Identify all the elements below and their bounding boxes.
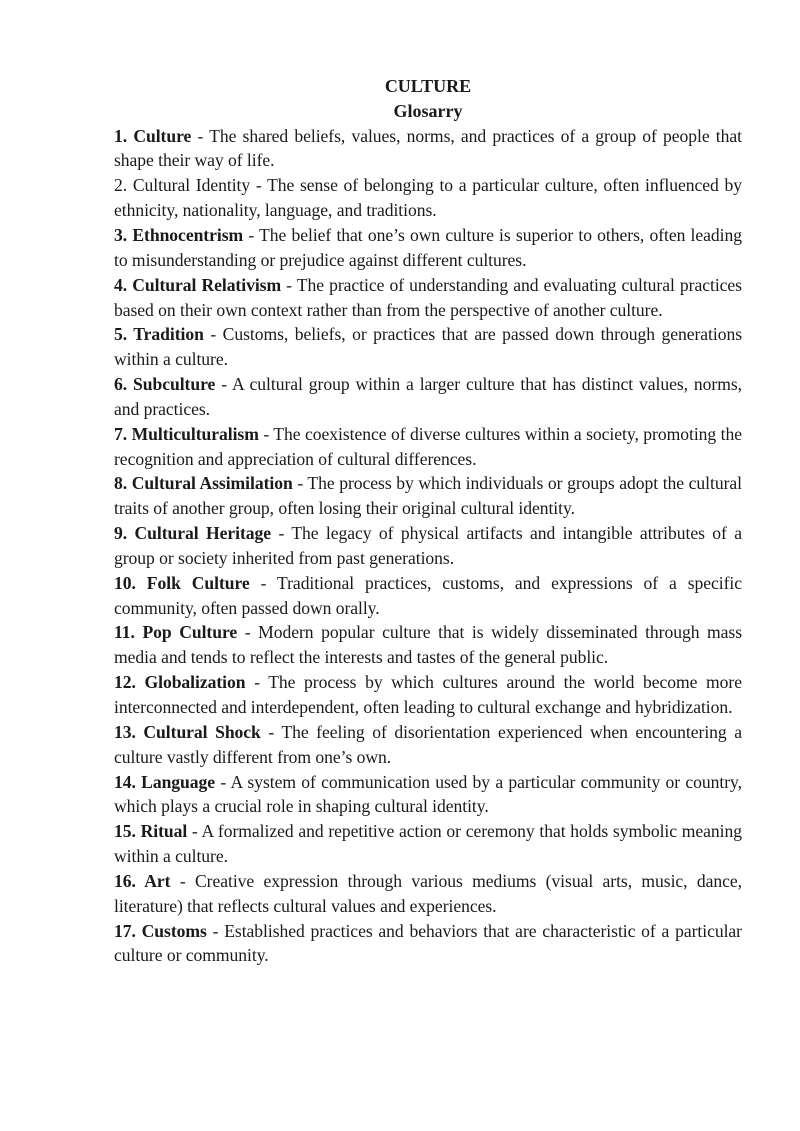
glossary-entry bbox=[114, 322, 742, 372]
glossary-entry bbox=[114, 422, 742, 472]
term-name: Pop Culture bbox=[142, 622, 238, 643]
term-definition: - A system of communication used by a particular community or country, which plays a crucial role in shaping cultural identity. bbox=[114, 771, 742, 817]
glossary-term bbox=[114, 821, 187, 841]
glossary-entry bbox=[114, 670, 742, 720]
term-definition: - The process by which individuals or groups adopt the cultural traits of another group, often losing their original cultural identity. bbox=[114, 473, 742, 519]
glossary-entry bbox=[114, 571, 742, 621]
entry-number: 17. bbox=[114, 920, 136, 941]
entry-number: 5. bbox=[114, 324, 128, 345]
glossary-term bbox=[114, 772, 215, 792]
glossary-term bbox=[114, 672, 245, 692]
term-definition: - The practice of understanding and evaluating cultural practices based on their own context rather than from the perspective of another culture. bbox=[114, 274, 742, 320]
term-name: Globalization bbox=[144, 672, 246, 693]
term-definition: - Established practices and behaviors that are characteristic of a particular culture or community. bbox=[114, 920, 742, 966]
entry-number: 16. bbox=[114, 870, 136, 891]
glossary-term bbox=[114, 573, 250, 593]
entry-number: 8. bbox=[114, 473, 128, 494]
document-title: CULTURE bbox=[384, 76, 472, 96]
term-definition: - A formalized and repetitive action or ceremony that holds symbolic meaning within a culture. bbox=[114, 821, 742, 867]
term-name: Art bbox=[144, 870, 171, 891]
document-subtitle: Glosarry bbox=[393, 100, 463, 121]
entry-number: 6. bbox=[114, 374, 128, 395]
entry-number: 1. bbox=[114, 125, 128, 146]
glossary-entry bbox=[114, 720, 742, 770]
glossary-term bbox=[114, 871, 170, 891]
term-definition: - The shared beliefs, values, norms, and practices of a group of people that shape their way of life. bbox=[114, 125, 742, 171]
entry-number: 15. bbox=[114, 821, 136, 842]
term-definition: - Modern popular culture that is widely disseminated through mass media and tends to reflect the interests and tastes of the general public. bbox=[114, 622, 743, 668]
term-definition: - A cultural group within a larger culture that has distinct values, norms, and practices. bbox=[114, 374, 742, 419]
term-definition: - The process by which cultures around the world become more interconnected and interdependent, often leading to cultural exchange and hybridization. bbox=[114, 672, 742, 717]
glossary-term bbox=[114, 921, 207, 941]
term-name: Ritual bbox=[140, 821, 188, 842]
entry-number: 13. bbox=[114, 721, 136, 742]
term-name: Cultural Relativism bbox=[132, 274, 282, 295]
glossary-entry bbox=[114, 372, 742, 422]
term-definition: - The coexistence of diverse cultures within a society, promoting the recognition and appreciation of cultural differences. bbox=[114, 423, 742, 469]
term-definition: - Customs, beliefs, or practices that are passed down through generations within a culture. bbox=[114, 324, 742, 370]
term-name: Multiculturalism bbox=[131, 423, 259, 444]
entry-number: 11. bbox=[114, 622, 135, 643]
glossary-entry bbox=[114, 770, 742, 820]
entry-number: 7. bbox=[114, 423, 128, 444]
glossary-list bbox=[114, 124, 742, 969]
term-name: Cultural Assimilation bbox=[131, 473, 293, 494]
term-definition: - The belief that one’s own culture is superior to others, often leading to misunderstanding or prejudice against different cultures. bbox=[114, 224, 742, 270]
glossary-entry bbox=[114, 819, 742, 869]
entry-number: 12. bbox=[114, 672, 136, 693]
glossary-entry bbox=[114, 869, 742, 919]
term-name: Cultural Identity bbox=[132, 175, 251, 196]
glossary-entry bbox=[114, 919, 742, 969]
term-name: Cultural Heritage bbox=[134, 523, 272, 544]
term-definition: - The feeling of disorientation experienced when encountering a culture vastly different from one’s own. bbox=[114, 721, 742, 767]
glossary-term bbox=[114, 225, 243, 245]
glossary-term bbox=[114, 722, 261, 742]
term-definition: - The sense of belonging to a particular culture, often influenced by ethnicity, nationality, language, and traditions. bbox=[114, 175, 742, 221]
glossary-entry bbox=[114, 620, 742, 670]
term-name: Tradition bbox=[133, 324, 204, 345]
entry-number: 10. bbox=[114, 572, 136, 593]
glossary-entry bbox=[114, 471, 742, 521]
term-definition: - Creative expression through various mediums (visual arts, music, dance, literature) that reflects cultural values and experiences. bbox=[114, 870, 742, 916]
entry-number: 2. bbox=[114, 175, 128, 196]
entry-number: 4. bbox=[114, 274, 128, 295]
glossary-term bbox=[114, 374, 215, 394]
glossary-term bbox=[114, 473, 293, 493]
glossary-entry bbox=[114, 223, 742, 273]
entry-number: 14. bbox=[114, 771, 136, 792]
glossary-entry bbox=[114, 124, 742, 174]
document-page bbox=[114, 74, 742, 968]
entry-number: 3. bbox=[114, 224, 128, 245]
term-name: Folk Culture bbox=[146, 572, 250, 593]
glossary-term bbox=[114, 126, 191, 146]
glossary-term bbox=[114, 324, 204, 344]
glossary-term bbox=[114, 275, 281, 295]
term-definition: - Traditional practices, customs, and expressions of a specific community, often passed down orally. bbox=[114, 572, 743, 618]
glossary-term bbox=[114, 424, 259, 444]
term-name: Ethnocentrism bbox=[132, 224, 244, 245]
term-name: Culture bbox=[133, 125, 192, 146]
glossary-entry bbox=[114, 521, 742, 571]
term-name: Language bbox=[141, 771, 216, 792]
term-name: Customs bbox=[141, 920, 207, 941]
glossary-entry bbox=[114, 273, 742, 323]
term-name: Subculture bbox=[133, 374, 216, 395]
term-definition: - The legacy of physical artifacts and intangible attributes of a group or society inherited from past generations. bbox=[114, 523, 742, 568]
glossary-term bbox=[114, 523, 271, 543]
entry-number: 9. bbox=[114, 523, 128, 544]
glossary-entry bbox=[114, 173, 742, 223]
glossary-term bbox=[114, 175, 250, 195]
glossary-term bbox=[114, 622, 237, 642]
term-name: Cultural Shock bbox=[143, 721, 261, 742]
